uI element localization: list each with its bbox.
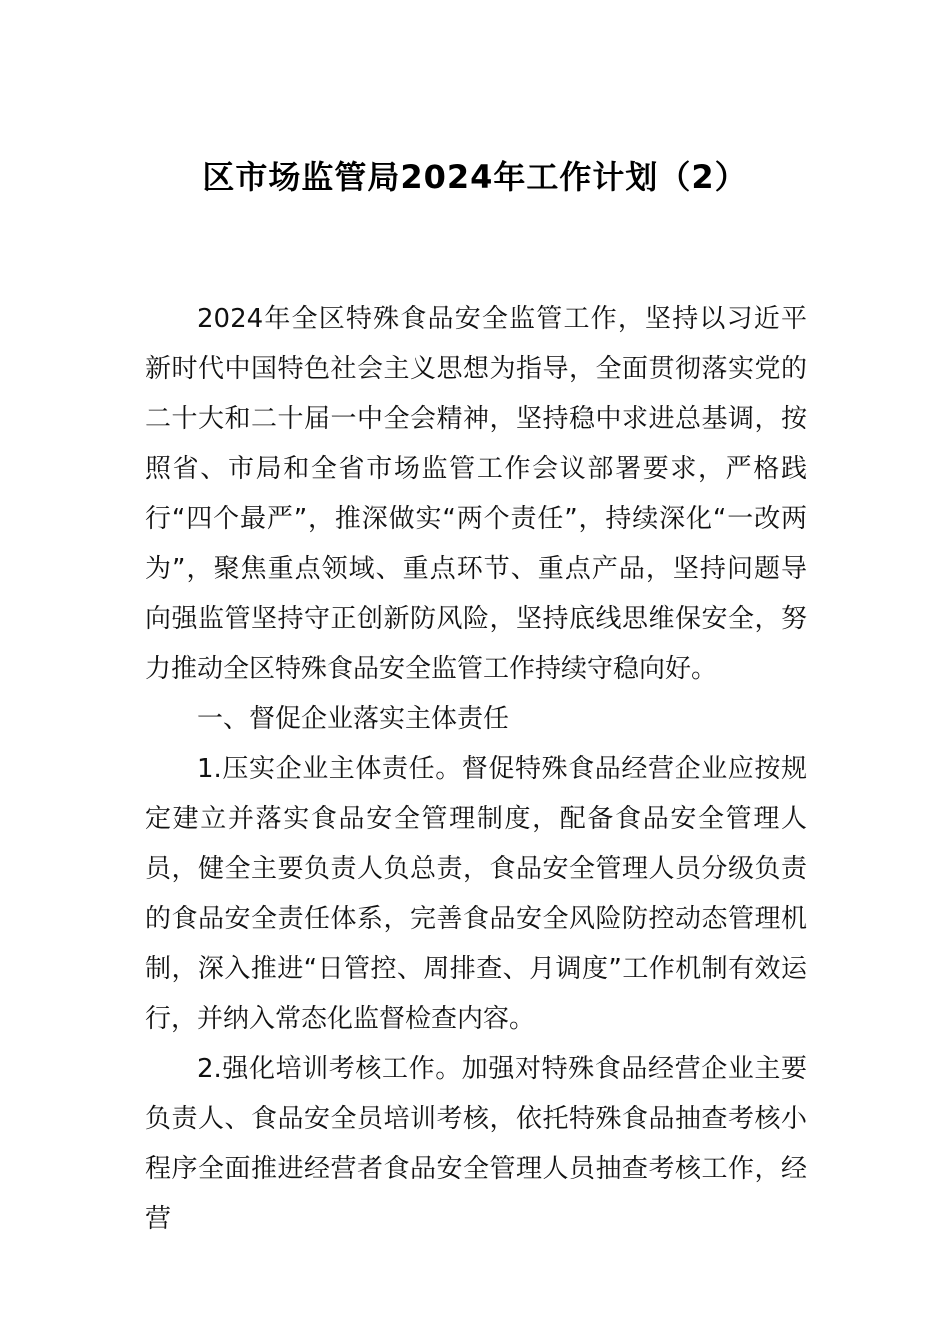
- document-body: [145, 294, 807, 1244]
- section-heading-1: 一、督促企业落实主体责任: [197, 704, 510, 734]
- intro-paragraph: 2024年全区特殊食品安全监管工作，坚持以习近平新时代中国特色社会主义思想为指导，全面贯彻落实党的二十大和二十届一中全会精神，坚持稳中求进总基调，按照省、市局和全省市场监管工作会议部署要求，严格践行“四个最严”，推深做实“两个责任”，持续深化“一改两为”，聚焦重点领域、重点环节、重点产品，坚持问题导向强监管坚持守正创新防风险，坚持底线思维保安全，努力推动全区特殊食品安全监管工作持续守稳向好。: [145, 304, 807, 684]
- document-title: 区市场监管局2024年工作计划（2）: [202, 158, 748, 196]
- item-paragraph-2: 2.强化培训考核工作。加强对特殊食品经营企业主要负责人、食品安全员培训考核，依托特殊食品抽查考核小程序全面推进经营者食品安全管理人员抽查考核工作，经营: [145, 1054, 807, 1234]
- item-paragraph-1: 1.压实企业主体责任。督促特殊食品经营企业应按规定建立并落实食品安全管理制度，配备食品安全管理人员，健全主要负责人负总责，食品安全管理人员分级负责的食品安全责任体系，完善食品安全风险防控动态管理机制，深入推进“日管控、周排查、月调度”工作机制有效运行，并纳入常态化监督检查内容。: [145, 754, 807, 1034]
